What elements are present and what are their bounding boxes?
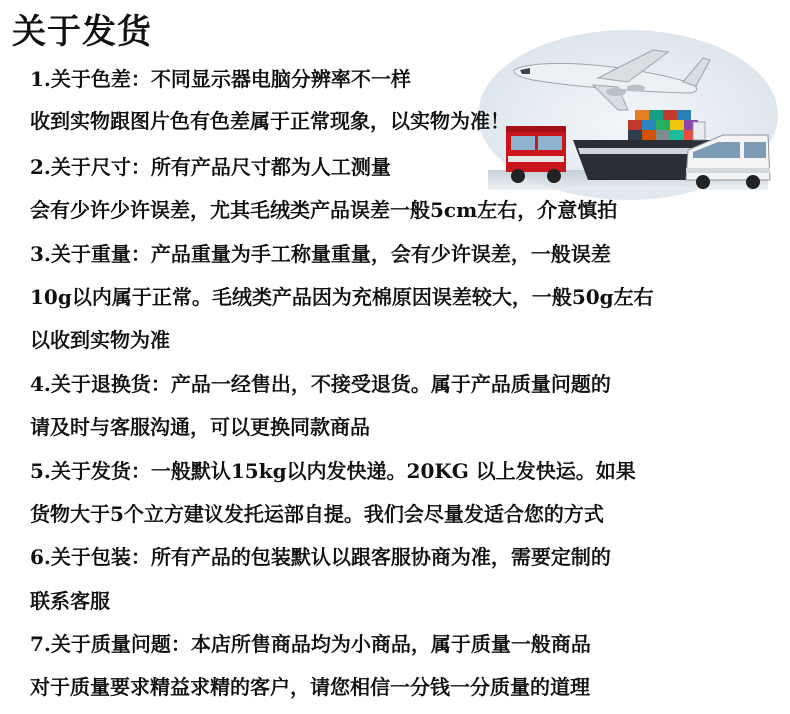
- info-line: 2.关于尺寸：所有产品尺寸都为人工测量: [30, 155, 391, 179]
- info-line: 请及时与客服沟通，可以更换同款商品: [30, 415, 370, 439]
- info-line: 4.关于退换货：产品一经售出，不接受退货。属于产品质量问题的: [30, 372, 611, 396]
- info-line: 对于质量要求精益求精的客户，请您相信一分钱一分质量的道理: [30, 675, 590, 699]
- info-line: 5.关于发货：一般默认15kg以内发快递。20KG 以上发快运。如果: [30, 459, 636, 483]
- info-line: 联系客服: [30, 589, 110, 613]
- info-line: 收到实物跟图片色有色差属于正常现象，以实物为准！: [30, 109, 510, 133]
- info-line: 1.关于色差：不同显示器电脑分辨率不一样: [30, 67, 411, 91]
- info-line: 以收到实物为准: [30, 328, 170, 352]
- info-line: 7.关于质量问题：本店所售商品均为小商品，属于质量一般商品: [30, 632, 591, 656]
- info-line: 3.关于重量：产品重量为手工称量重量，会有少许误差，一般误差: [30, 242, 611, 266]
- info-line: 10g以内属于正常。毛绒类产品因为充棉原因误差较大，一般50g左右: [30, 285, 654, 309]
- page-title: 关于发货: [12, 12, 152, 52]
- info-line: 货物大于5个立方建议发托运部自提。我们会尽量发适合您的方式: [30, 502, 604, 526]
- info-line: 6.关于包装：所有产品的包装默认以跟客服协商为准，需要定制的: [30, 545, 611, 569]
- info-line: 会有少许少许误差，尤其毛绒类产品误差一般5cm左右，介意慎拍: [30, 198, 618, 222]
